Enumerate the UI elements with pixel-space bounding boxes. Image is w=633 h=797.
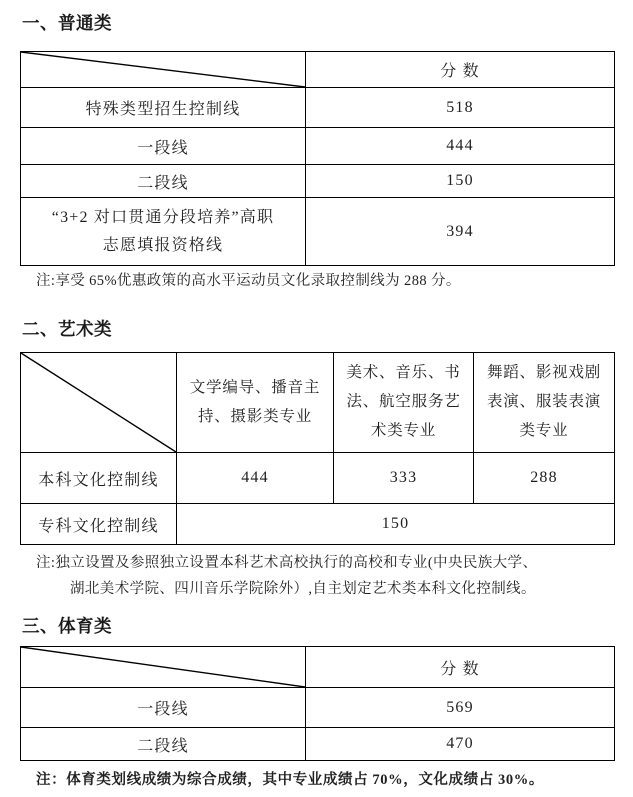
table-header-major-group-2: 美术、音乐、书法、航空服务艺术类专业 (334, 353, 474, 453)
diagonal-divider-icon (21, 52, 305, 87)
table-row (21, 453, 615, 504)
row-label-3plus2-line1: “3+2 对口贯通分段培养”高职 (51, 208, 275, 226)
table-art-wrap (20, 352, 614, 545)
table-header-major-group-3: 舞蹈、影视戏剧表演、服装表演类专业 (474, 353, 615, 453)
diagonal-divider-icon (21, 647, 305, 687)
row-label-3plus2-line2: 志愿填报资格线 (102, 236, 224, 254)
note-art-line-2: 湖北美术学院、四川音乐学院除外）,自主划定艺术类本科文化控制线。 (70, 581, 536, 597)
table-corner-cell-sports (21, 647, 306, 688)
table-row (21, 353, 615, 453)
table-row (21, 647, 615, 688)
table-header-major-group-1: 文学编导、播音主持、摄影类专业 (177, 353, 334, 453)
row-label-junior-college-culture-line: 专科文化控制线 (21, 504, 177, 545)
row-label-sports-tier-2: 二段线 (21, 728, 306, 761)
row-value-undergrad-group-3: 288 (474, 453, 615, 504)
table-row (21, 198, 615, 266)
table-art (20, 352, 615, 545)
row-label-sports-tier-1: 一段线 (21, 688, 306, 728)
section-heading-sports: 三、体育类 (22, 616, 112, 636)
table-row (21, 504, 615, 545)
row-label-tier-2: 二段线 (21, 165, 306, 198)
row-label-undergrad-culture-line: 本科文化控制线 (21, 453, 177, 504)
table-corner-cell-general (21, 52, 306, 88)
table-row (21, 165, 615, 198)
table-general (20, 51, 615, 266)
row-label-special-type: 特殊类型招生控制线 (21, 88, 306, 128)
table-sports (20, 646, 615, 761)
row-value-junior-college-merged: 150 (177, 504, 615, 545)
row-value-special-type: 518 (306, 88, 615, 128)
table-row (21, 128, 615, 165)
note-art-line-1: 注:独立设置及参照独立设置本科艺术高校执行的高校和专业(中央民族大学、 (36, 555, 538, 571)
table-row (21, 688, 615, 728)
row-value-sports-tier-2: 470 (306, 728, 615, 761)
note-general: 注:享受 65%优惠政策的高水平运动员文化录取控制线为 288 分。 (36, 273, 461, 289)
row-value-tier-1: 444 (306, 128, 615, 165)
row-label-3plus2 (21, 198, 306, 266)
row-value-undergrad-group-1: 444 (177, 453, 334, 504)
table-general-wrap (20, 51, 614, 266)
table-row (21, 88, 615, 128)
table-sports-wrap (20, 646, 614, 761)
diagonal-divider-icon (21, 353, 176, 452)
row-value-3plus2: 394 (306, 198, 615, 266)
section-heading-art: 二、艺术类 (22, 319, 112, 339)
table-corner-cell-art (21, 353, 177, 453)
row-value-tier-2: 150 (306, 165, 615, 198)
table-row (21, 728, 615, 761)
row-value-sports-tier-1: 569 (306, 688, 615, 728)
table-header-score-sports: 分 数 (306, 647, 615, 688)
table-row (21, 52, 615, 88)
row-label-tier-1: 一段线 (21, 128, 306, 165)
section-heading-general: 一、普通类 (22, 13, 112, 33)
table-header-score-general: 分 数 (306, 52, 615, 88)
note-sports: 注：体育类划线成绩为综合成绩，其中专业成绩占 70%，文化成绩占 30%。 (36, 772, 544, 788)
row-value-undergrad-group-2: 333 (334, 453, 474, 504)
